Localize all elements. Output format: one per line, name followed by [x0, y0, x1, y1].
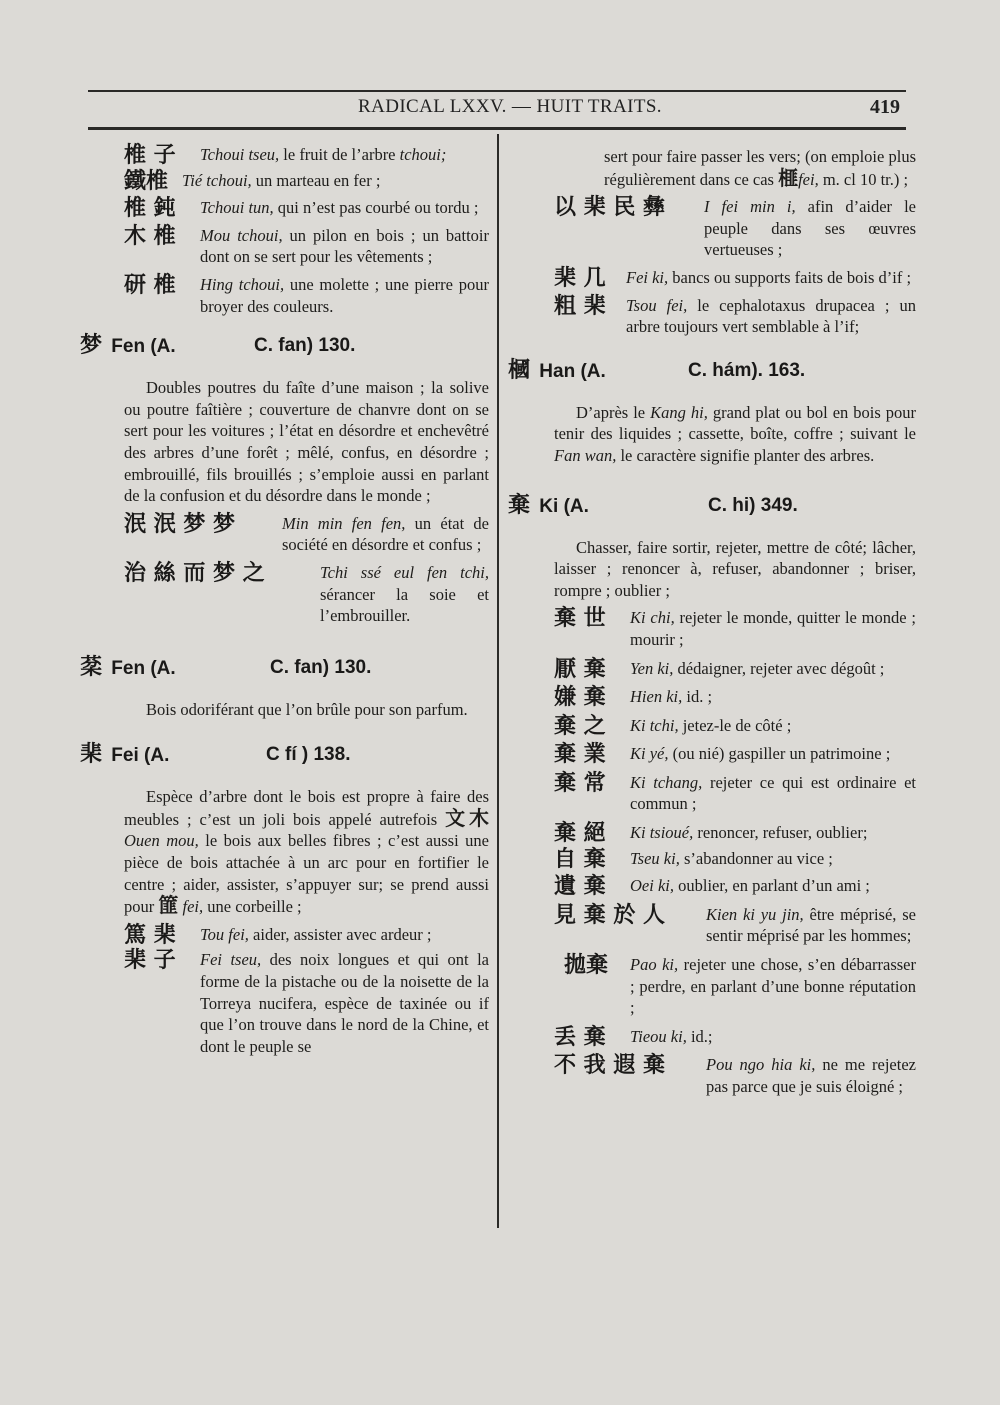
- entry-chinese: 嫌 棄: [554, 685, 606, 711]
- heading-character: 棐: [80, 742, 103, 768]
- page-number: 419: [870, 96, 900, 118]
- entry-chinese: 泯 泯 梦 梦: [124, 511, 235, 537]
- heading-reading: Fen (A.: [111, 336, 176, 358]
- entry-chinese: 丢 棄: [554, 1024, 606, 1050]
- entry: [554, 685, 916, 711]
- inline-romanization: fei,: [182, 897, 204, 917]
- entry-chinese: 以 棐 民 彝: [554, 195, 665, 221]
- entry-chinese: 椎 子: [124, 143, 176, 168]
- entry-romanization: Pou ngo hia ki,: [706, 1055, 816, 1075]
- entry-chinese: 棄 常: [554, 770, 606, 796]
- heading-character: 梦: [80, 333, 103, 359]
- entry-chinese: 棄 之: [554, 713, 606, 739]
- entry-definition: (ou nié) gaspiller un patrimoine ;: [668, 744, 891, 764]
- entry: [554, 772, 916, 815]
- heading-cantonese: C. hi) 349.: [708, 494, 798, 516]
- entry-chinese: 木 椎: [124, 223, 176, 249]
- entry-definition: bancs ou supports faits de bois d’if ;: [668, 267, 912, 287]
- entry-definition: s’abandonner au vice ;: [679, 848, 833, 868]
- entry-definition: afin d’aider le peuple dans ses œuvres vertueuses ;: [704, 197, 917, 260]
- heading-reading: Fei (A.: [111, 745, 170, 767]
- entry: [554, 742, 916, 768]
- inline-chinese: 篚: [158, 893, 179, 918]
- entry-definition: aider, assister avec ardeur ;: [248, 924, 432, 944]
- entry-definition: ne me rejetez pas parce que je suis éloigné ;: [706, 1055, 916, 1096]
- paragraph-text: le caractère signifie planter des arbres.: [616, 445, 875, 465]
- heading-character: 棻: [80, 654, 103, 680]
- entry-romanization: Pao ki,: [630, 955, 679, 975]
- entry-definition: jetez-le de côté ;: [678, 715, 792, 735]
- entry: [124, 144, 489, 166]
- heading-cantonese: C. hám). 163.: [688, 359, 806, 381]
- entry-definition: un marteau en fer ;: [251, 170, 381, 190]
- paragraph-text: Espèce d’arbre dont le bois est propre à faire des meubles ; c’est un joli bois appelé autrefois: [124, 787, 489, 829]
- entry-romanization: Hien ki,: [630, 687, 683, 707]
- entry-definition: qui n’est pas courbé ou tordu ;: [273, 198, 479, 218]
- entry: [554, 607, 916, 650]
- paragraph-text: sert pour faire passer les vers; (on emploie plus régulièrement dans ce cas: [604, 147, 916, 189]
- entry-definition: des noix longues et qui ont la forme de la pistache ou de la noisette de la Torreya nucifera, espèce de taxinée ou if que l’on trouve dans le nord de la Chine, et dont le peuple se: [200, 950, 489, 1056]
- entry-chinese: 厭 棄: [554, 656, 606, 682]
- heading-reading: Fen (A.: [111, 657, 176, 679]
- entry-romanization: Tchoui tseu,: [200, 145, 280, 164]
- entry-romanization: Fei tseu,: [200, 950, 262, 970]
- character-heading: [508, 357, 916, 386]
- entry-romanization: Oei ki,: [630, 876, 674, 896]
- paragraph-text: une corbeille ;: [203, 897, 302, 917]
- definition-paragraph: Doubles poutres du faîte d’une maison ; la solive ou poutre faîtière ; couverture de chanvre dont on se sert pour les voitures ; l’état en désordre et enchevêtré des arbres d’une forêt ; mêlé, confus, en désordre ; embrouillé, fils brouillés ; s’emploie aussi en parlant de la confusion et du désordre dans le monde ;: [124, 378, 489, 506]
- entry-romanization: Tié tchoui,: [182, 170, 252, 190]
- paragraph-text: m. cl 10 tr.) ;: [818, 169, 909, 189]
- entry-chinese: 鐵椎: [124, 168, 169, 194]
- inline-chinese: 榧: [778, 165, 799, 190]
- header-rule-top: [88, 90, 906, 92]
- entry-definition: renoncer, refuser, oublier;: [693, 823, 868, 843]
- heading-reading: Han (A.: [539, 360, 606, 382]
- entry: [124, 924, 489, 946]
- entry-romanization: Ki chi,: [630, 608, 675, 628]
- entry-romanization: Mou tchoui,: [200, 225, 283, 245]
- entry: [124, 274, 489, 317]
- inline-romanization: Fan wan,: [554, 445, 617, 465]
- entry-chinese: 棄 業: [554, 742, 606, 768]
- entry: [554, 295, 916, 338]
- paragraph-text: le bois aux belles fibres ; c’est aussi une pièce de bois attachée à un arc pour en fortifier le centre ; aider, assister, s’appuyer sur; se prend aussi pour: [124, 831, 490, 917]
- heading-cantonese: C. fan) 130.: [254, 335, 356, 357]
- entry-chinese: 遺 棄: [554, 874, 606, 900]
- entry-romanization: Tou fei,: [200, 924, 249, 944]
- inline-romanization: Ouen mou,: [124, 831, 199, 851]
- entry-chinese: 棐 几: [554, 265, 606, 291]
- heading-character: 棄: [508, 492, 531, 518]
- entry-romanization: Fei ki,: [626, 267, 669, 287]
- entry-definition: dédaigner, rejeter avec dégoût ;: [673, 658, 885, 678]
- entry-definition: id.;: [686, 1026, 713, 1046]
- entry-romanization: Yen ki,: [630, 658, 674, 678]
- entry-chinese: 研 椎: [124, 272, 176, 298]
- entry: [554, 904, 916, 947]
- entry: [554, 267, 916, 289]
- entry-chinese: 治 絲 而 梦 之: [124, 560, 265, 586]
- running-header: RADICAL LXXV. — HUIT TRAITS.: [358, 96, 662, 117]
- paragraph-text: grand plat ou bol en bois pour tenir des liquides ; cassette, boîte, coffre ; suivant le: [554, 402, 917, 444]
- definition-paragraph: [124, 786, 489, 918]
- entry-romanization: Tsou fei,: [626, 295, 688, 315]
- entry: [124, 949, 489, 1057]
- heading-cantonese: C fí ) 138.: [266, 744, 351, 766]
- entry: [554, 658, 916, 680]
- entry-romanization: tchoui;: [399, 145, 447, 164]
- inline-romanization: Kang hi,: [650, 402, 708, 422]
- right-column: [508, 146, 917, 1098]
- entry-romanization: Tchoui tun,: [200, 198, 274, 218]
- entry-chinese: 拋棄: [564, 953, 609, 979]
- entry-romanization: Ki tsioué,: [630, 823, 694, 843]
- entry-chinese: 見 棄 於 人: [554, 902, 665, 928]
- paragraph-text: D’après le: [576, 402, 651, 422]
- column-divider: [497, 134, 499, 1228]
- heading-character: 槶: [508, 357, 531, 383]
- entry-chinese: 椎 鈍: [124, 196, 176, 222]
- entry-definition: un état de société en désordre et confus ;: [282, 513, 489, 555]
- left-column: [80, 143, 490, 1057]
- entry-chinese: 粗 棐: [554, 293, 606, 319]
- entry-chinese: 棐 子: [124, 948, 176, 974]
- entry-definition: le cephalotaxus drupacea ; un arbre toujours vert semblable à l’if;: [626, 295, 917, 337]
- entry: [554, 954, 916, 1019]
- entry: [554, 874, 916, 900]
- definition-paragraph: Bois odoriférant que l’on brûle pour son parfum.: [146, 699, 468, 719]
- entry: [554, 715, 916, 737]
- entry-chinese: 不 我 遐 棄: [554, 1053, 665, 1079]
- entry: [554, 1054, 916, 1097]
- entry: [554, 1026, 916, 1048]
- character-heading: [80, 744, 489, 770]
- entry-romanization: Tieou ki,: [630, 1026, 687, 1046]
- entry: [554, 821, 916, 847]
- entry: [124, 225, 489, 268]
- entry: [124, 170, 489, 192]
- continued-paragraph: [604, 146, 916, 190]
- entry-chinese: 棄 絕: [554, 821, 606, 847]
- entry: [124, 513, 489, 556]
- entry: [554, 196, 916, 261]
- character-heading: [508, 492, 916, 521]
- character-heading: [80, 654, 489, 683]
- entry-definition: un pilon en bois ; un battoir dont on se sert pour les vêtements ;: [200, 225, 489, 267]
- entry-definition: être méprisé, se sentir méprisé par les hommes;: [706, 904, 916, 946]
- entry: [124, 562, 489, 627]
- heading-cantonese: C. fan) 130.: [270, 656, 372, 678]
- heading-reading: Ki (A.: [539, 495, 589, 517]
- entry-definition: rejeter une chose, s’en débarrasser ; perdre, en parlant d’une bonne réputation ;: [630, 955, 916, 1018]
- character-heading: [80, 335, 489, 361]
- entry-romanization: I fei min i,: [704, 197, 796, 217]
- entry-romanization: Ki yé,: [630, 744, 669, 764]
- entry-romanization: Ki tchi,: [630, 715, 679, 735]
- entry-chinese: 自 棄: [554, 846, 606, 872]
- entry: [554, 848, 916, 870]
- definition-paragraph: [554, 402, 916, 467]
- entry-definition: une molette ; une pierre pour broyer des couleurs.: [200, 274, 489, 316]
- inline-chinese: 文木: [445, 805, 490, 830]
- entry: [124, 196, 489, 222]
- entry-romanization: Ki tchang,: [630, 772, 703, 792]
- entry-definition: oublier, en parlant d’un ami ;: [673, 876, 870, 896]
- entry-romanization: Hing tchoui,: [200, 274, 285, 294]
- entry-romanization: Tchi ssé eul fen tchi,: [320, 562, 489, 582]
- definition-paragraph: Chasser, faire sortir, rejeter, mettre de côté; lâcher, laisser ; renoncer à, refuser, abandonner ; briser, rompre ; oublier ;: [554, 537, 916, 600]
- entry-romanization: Tseu ki,: [630, 848, 680, 868]
- header-rule-bottom: [88, 127, 906, 130]
- entry-chinese: 棄 世: [554, 606, 606, 632]
- entry-definition: id. ;: [682, 687, 713, 707]
- entry-definition: rejeter ce qui est ordinaire et commun ;: [630, 772, 916, 814]
- entry-chinese: 篤 棐: [124, 922, 176, 948]
- entry-definition: le fruit de l’arbre: [279, 145, 400, 164]
- entry-romanization: Kien ki yu jin,: [706, 904, 804, 924]
- entry-definition: rejeter le monde, quitter le monde ; mourir ;: [630, 608, 916, 649]
- entry-definition: sérancer la soie et l’embrouiller.: [320, 584, 489, 626]
- inline-romanization: fei,: [798, 169, 819, 189]
- entry-romanization: Min min fen fen,: [282, 513, 406, 533]
